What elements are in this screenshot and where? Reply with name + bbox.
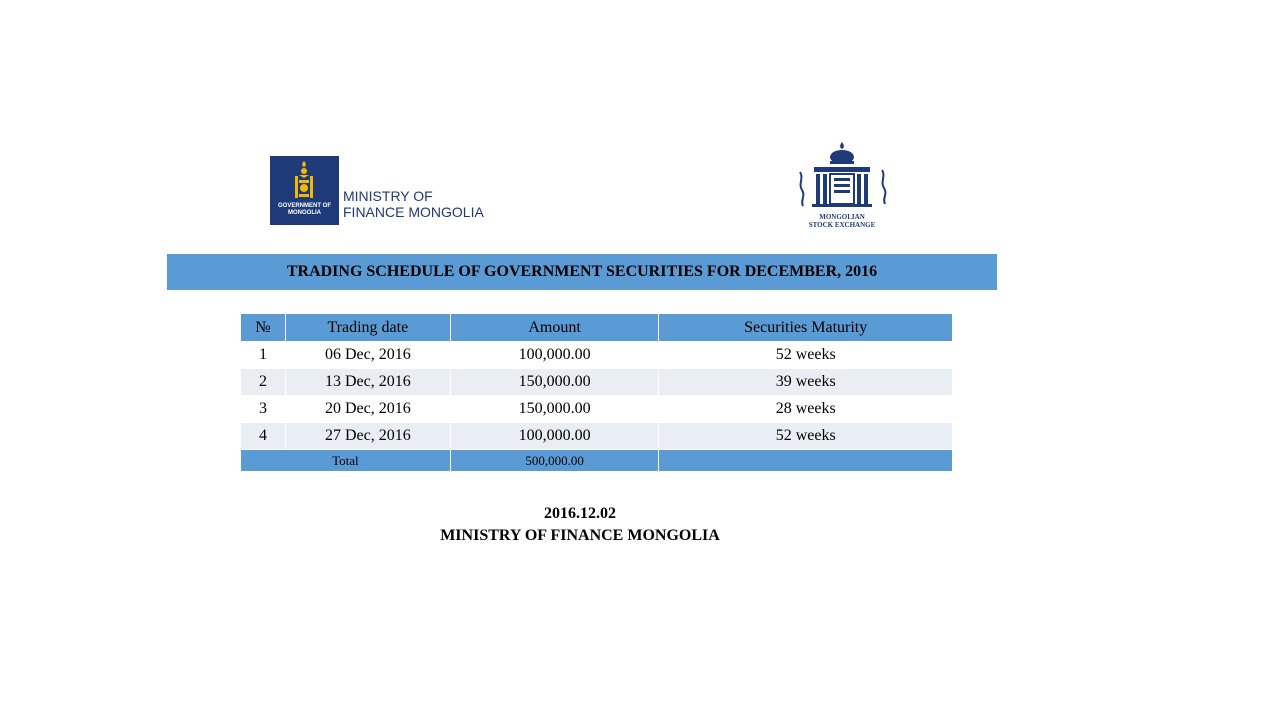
row-amount: 100,000.00	[450, 423, 659, 450]
schedule-title: TRADING SCHEDULE OF GOVERNMENT SECURITIES FOR DECEMBER, 2016	[167, 254, 997, 290]
footer-date: 2016.12.02	[544, 505, 616, 522]
stock-exchange-name-line1: MONGOLIAN	[819, 213, 865, 221]
total-row	[241, 450, 953, 472]
row-amount: 150,000.00	[450, 396, 659, 423]
table-row	[241, 396, 953, 423]
stock-exchange-name-line2: STOCK EXCHANGE	[808, 221, 876, 229]
ministry-name-line1: MINISTRY OF	[343, 188, 433, 204]
ministry-name-line2: FINANCE MONGOLIA	[343, 204, 484, 220]
ministry-name	[343, 188, 484, 220]
soyombo-emblem-icon	[270, 156, 339, 225]
row-maturity: 39 weeks	[659, 369, 953, 396]
table-row	[241, 369, 953, 396]
row-maturity: 28 weeks	[659, 396, 953, 423]
footer	[380, 503, 780, 547]
row-number: 2	[241, 369, 286, 396]
stock-exchange-building-icon	[794, 140, 914, 212]
header-number: №	[241, 314, 286, 342]
header-trading-date: Trading date	[285, 314, 450, 342]
mongolian-stock-exchange-logo	[794, 140, 914, 230]
row-trading-date: 27 Dec, 2016	[285, 423, 450, 450]
total-maturity-empty	[659, 450, 953, 472]
table-row	[241, 342, 953, 369]
table-row	[241, 423, 953, 450]
footer-issuer: MINISTRY OF FINANCE MONGOLIA	[440, 527, 720, 544]
row-trading-date: 20 Dec, 2016	[285, 396, 450, 423]
row-amount: 150,000.00	[450, 369, 659, 396]
row-trading-date: 13 Dec, 2016	[285, 369, 450, 396]
ministry-of-finance-logo	[270, 156, 490, 226]
row-maturity: 52 weeks	[659, 342, 953, 369]
row-amount: 100,000.00	[450, 342, 659, 369]
row-trading-date: 06 Dec, 2016	[285, 342, 450, 369]
row-number: 1	[241, 342, 286, 369]
emblem-caption: GOVERNMENT OF MONGOLIA	[277, 203, 331, 216]
row-number: 4	[241, 423, 286, 450]
trading-schedule-table	[240, 314, 953, 472]
table-header-row	[241, 314, 953, 342]
total-label: Total	[241, 450, 451, 472]
total-amount: 500,000.00	[450, 450, 659, 472]
header-amount: Amount	[450, 314, 659, 342]
row-number: 3	[241, 396, 286, 423]
soyombo-symbol-icon	[292, 160, 316, 200]
header-securities-maturity: Securities Maturity	[659, 314, 953, 342]
row-maturity: 52 weeks	[659, 423, 953, 450]
stock-exchange-name	[794, 213, 890, 229]
